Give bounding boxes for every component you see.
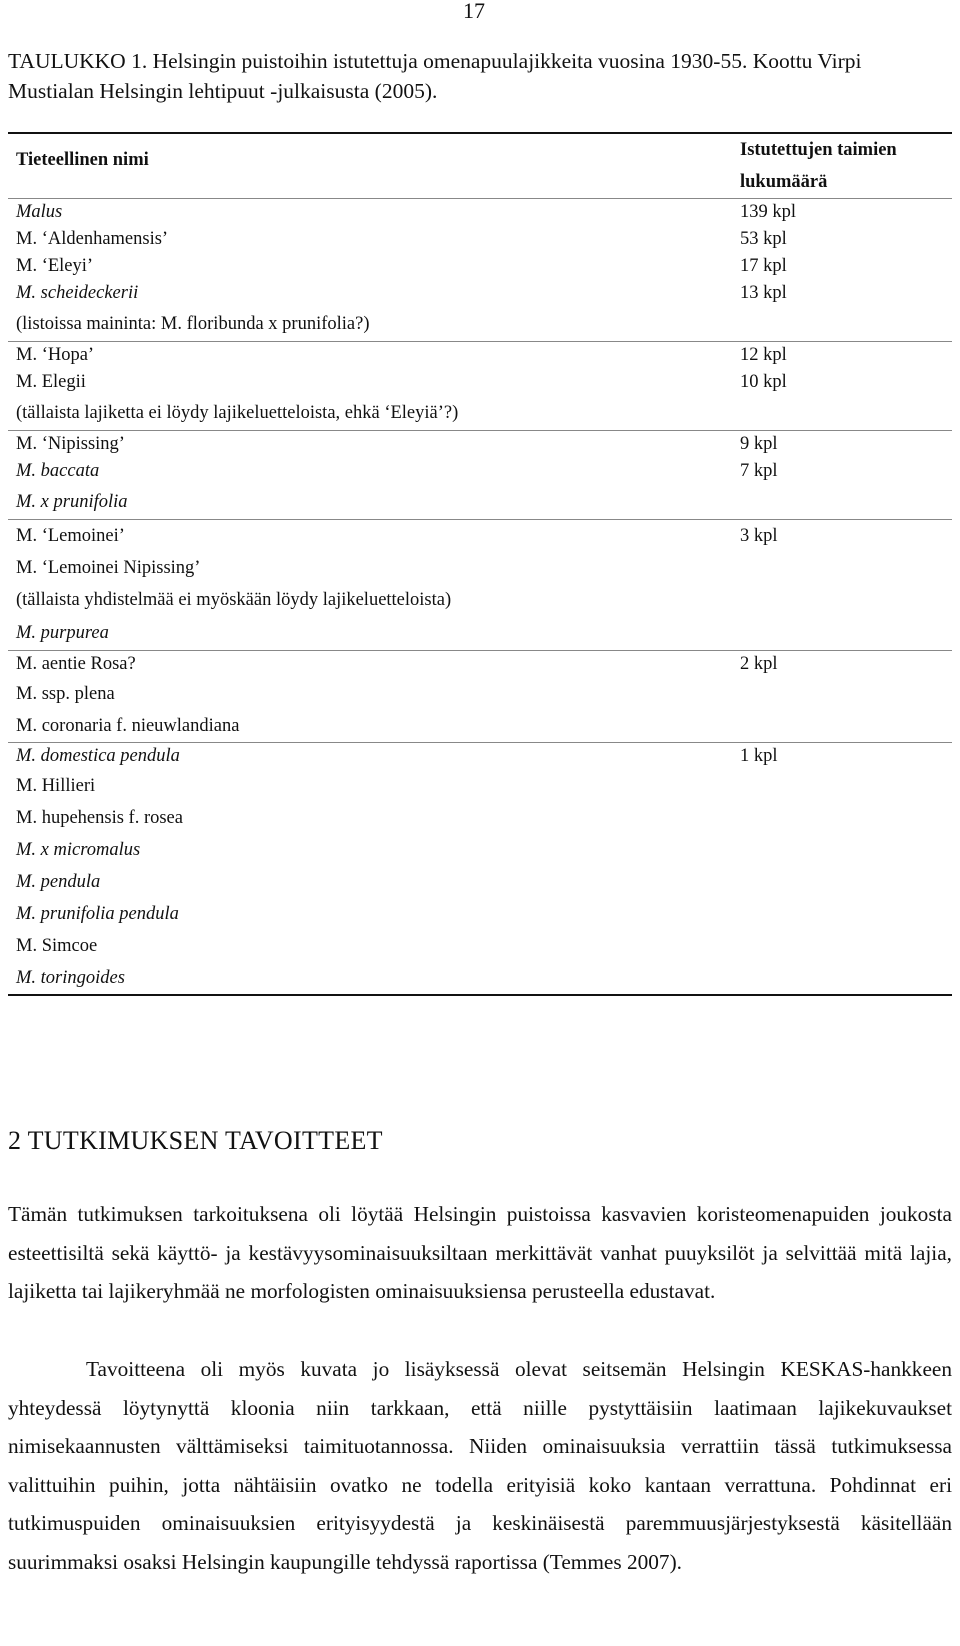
- table-row: [8, 802, 952, 834]
- row-count: 7 kpl: [740, 461, 778, 481]
- row-count: 139 kpl: [740, 202, 797, 222]
- body-paragraph: Tavoitteena oli myös kuvata jo lisäyksessä olevat seitsemän Helsingin KESKAS-hankkeen yhteydessä löytynyttä kloonia niin tarkkaan, että niille pystyttäisiin laatimaan lajikekuvaukset nimisekaannusten välttämiseksi taimituotannossa. Niiden ominaisuuksia verrattiin tässä tutkimuksessa valittuihin puihin, jotta nähtäisiin ovatko ne todella erityisiä koko kantaan verrattuna. Pohdinnat eri tutkimuspuiden ominaisuuksien erityisyydestä ja keskinäisestä paremmuusjärjestyksestä käsitellään suurimmaksi osaksi Helsingin kaupungille tehdyssä raportissa (Temmes 2007).: [8, 1357, 952, 1574]
- table-row: [8, 342, 952, 369]
- table-row: [8, 962, 952, 994]
- row-name: M. purpurea: [16, 623, 109, 643]
- table-row: [8, 834, 952, 866]
- row-name: M. ‘Lemoinei Nipissing’: [16, 558, 201, 578]
- table-row: [8, 253, 952, 280]
- row-name: M. ‘Nipissing’: [16, 434, 125, 454]
- row-name: Malus: [16, 202, 63, 222]
- row-name: M. x prunifolia: [16, 492, 128, 512]
- table-row: [8, 898, 952, 930]
- table-row: [8, 616, 952, 651]
- table-row: [8, 226, 952, 253]
- table-row: [8, 710, 952, 743]
- table-row: [8, 458, 952, 485]
- row-name: M. toringoides: [16, 968, 125, 988]
- row-count: 13 kpl: [740, 283, 787, 303]
- row-name: M. ‘Hopa’: [16, 345, 95, 365]
- row-name: M. baccata: [16, 461, 100, 481]
- row-name: (tällaista yhdistelmää ei myöskään löydy lajikeluetteloista): [16, 590, 452, 610]
- page-number: 17: [463, 0, 485, 23]
- row-name: M. coronaria f. nieuwlandiana: [16, 716, 240, 736]
- table-row: [8, 930, 952, 962]
- table-row: [8, 280, 952, 307]
- table-row: [8, 866, 952, 898]
- row-count: 3 kpl: [740, 526, 778, 546]
- table-row: [8, 199, 952, 226]
- row-name: M. prunifolia pendula: [16, 904, 179, 924]
- row-name: M. hupehensis f. rosea: [16, 808, 183, 828]
- table-row: [8, 307, 952, 342]
- row-name: M. Hillieri: [16, 776, 96, 796]
- table-header-row: [8, 134, 952, 199]
- row-count: 17 kpl: [740, 256, 787, 276]
- row-name: M. scheideckerii: [16, 283, 139, 303]
- row-name: (listoissa maininta: M. floribunda x prunifolia?): [16, 314, 370, 334]
- header-planted-count: Istutettujen taimien lukumäärä: [740, 140, 897, 192]
- row-name: (tällaista lajiketta ei löydy lajikeluetteloista, ehkä ‘Eleyiä’?): [16, 403, 459, 423]
- table-row: [8, 651, 952, 678]
- table-row: [8, 678, 952, 710]
- apple-cultivar-table: [8, 132, 952, 996]
- table-row: [8, 485, 952, 520]
- row-name: M. Elegii: [16, 372, 86, 392]
- row-name: M. ‘Aldenhamensis’: [16, 229, 169, 249]
- row-name: M. ssp. plena: [16, 684, 115, 704]
- row-name: M. ‘Lemoinei’: [16, 526, 125, 546]
- row-count: 9 kpl: [740, 434, 778, 454]
- body-paragraph: Tämän tutkimuksen tarkoituksena oli löytää Helsingin puistoissa kasvavien koristeomenapuiden joukosta esteettisiltä sekä käyttö- ja kestävyysominaisuuksiltaan merkittävät vanhat puuyksilöt ja selvittää mitä lajia, lajiketta tai lajikeryhmää ne morfologisten ominaisuuksiensa perusteella edustavat.: [8, 1202, 952, 1303]
- row-count: 2 kpl: [740, 654, 778, 674]
- table-caption: TAULUKKO 1. Helsingin puistoihin istutettuja omenapuulajikkeita vuosina 1930-55. Koottu Virpi Mustialan Helsingin lehtipuut -julkaisusta (2005).: [8, 49, 862, 103]
- row-count: 53 kpl: [740, 229, 787, 249]
- table-row: [8, 552, 952, 584]
- row-count: 10 kpl: [740, 372, 787, 392]
- table-row: [8, 396, 952, 431]
- row-name: M. aentie Rosa?: [16, 654, 136, 674]
- table-row: [8, 431, 952, 458]
- table-row: [8, 584, 952, 616]
- row-name: M. Simcoe: [16, 936, 98, 956]
- row-name: M. x micromalus: [16, 840, 141, 860]
- table-row: [8, 520, 952, 552]
- row-name: M. domestica pendula: [16, 746, 180, 766]
- row-name: M. pendula: [16, 872, 101, 892]
- row-name: M. ‘Eleyi’: [16, 256, 94, 276]
- section-heading: 2 TUTKIMUKSEN TAVOITTEET: [8, 1126, 383, 1155]
- row-count: 1 kpl: [740, 746, 778, 766]
- row-count: 12 kpl: [740, 345, 787, 365]
- table-row: [8, 770, 952, 802]
- table-row: [8, 743, 952, 770]
- table-row: [8, 369, 952, 396]
- header-scientific-name: Tieteellinen nimi: [16, 150, 149, 170]
